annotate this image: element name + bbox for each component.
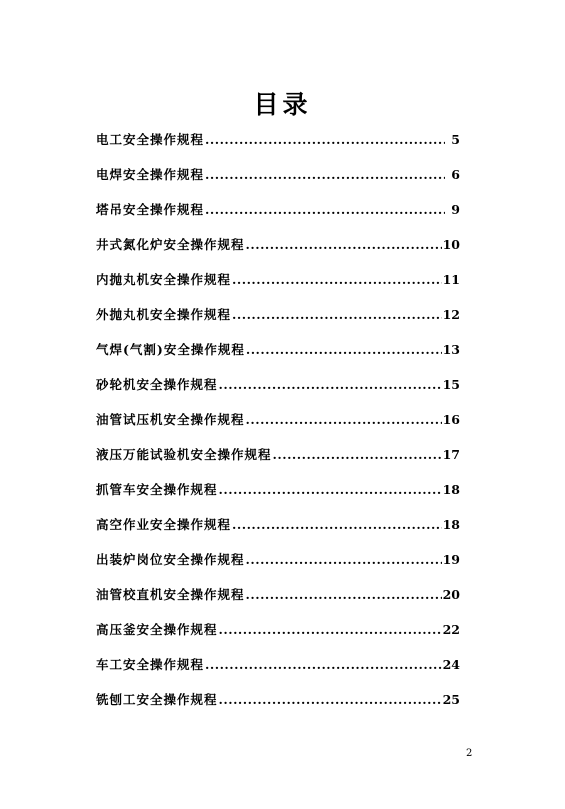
- toc-entry[interactable]: [96, 164, 460, 199]
- toc-dot-leader: [219, 619, 442, 641]
- toc-dot-leader: [232, 514, 442, 536]
- toc-entry-label: 车工安全操作规程: [96, 657, 205, 672]
- toc-entry[interactable]: [96, 129, 460, 164]
- toc-dot-leader: [205, 129, 445, 151]
- toc-entry[interactable]: [96, 199, 460, 234]
- toc-entry-label: 砂轮机安全操作规程: [96, 377, 218, 392]
- toc-entry-label: 高压釜安全操作规程: [96, 622, 218, 637]
- toc-entry-page-number: 9: [451, 202, 460, 217]
- toc-entry[interactable]: [96, 374, 460, 409]
- toc-entry[interactable]: [96, 339, 460, 374]
- toc-entry-page-number: 18: [442, 517, 460, 532]
- toc-entry-page-number: 5: [451, 132, 460, 147]
- toc-dot-leader: [246, 234, 442, 256]
- toc-entry[interactable]: [96, 409, 460, 444]
- toc-dot-leader: [246, 409, 442, 431]
- toc-entry[interactable]: [96, 514, 460, 549]
- toc-entry-page-number: 16: [442, 412, 460, 427]
- toc-entry[interactable]: [96, 444, 460, 479]
- toc-entry-label: 内抛丸机安全操作规程: [96, 272, 232, 287]
- toc-dot-leader: [205, 654, 442, 676]
- toc-entry-label: 抓管车安全操作规程: [96, 482, 218, 497]
- toc-entry-page-number: 22: [442, 622, 460, 637]
- toc-entry-page-number: 25: [442, 692, 460, 707]
- toc-entry-label: 电工安全操作规程: [96, 132, 205, 147]
- toc-dot-leader: [232, 269, 442, 291]
- toc-entry[interactable]: [96, 479, 460, 514]
- toc-entry[interactable]: [96, 654, 460, 689]
- toc-entry-page-number: 6: [451, 167, 460, 182]
- toc-entry-label: 出装炉岗位安全操作规程: [96, 552, 245, 567]
- toc-entry-label: 电焊安全操作规程: [96, 167, 205, 182]
- toc-entry-page-number: 15: [442, 377, 460, 392]
- toc-dot-leader: [219, 374, 442, 396]
- toc-entry-page-number: 20: [442, 587, 460, 602]
- toc-entry-page-number: 19: [442, 552, 460, 567]
- toc-entry-label: 高空作业安全操作规程: [96, 517, 232, 532]
- toc-entry-label: 液压万能试验机安全操作规程: [96, 447, 272, 462]
- toc-entry[interactable]: [96, 584, 460, 619]
- toc-dot-leader: [205, 164, 445, 186]
- toc-entry[interactable]: [96, 269, 460, 304]
- toc-entry-label: 外抛丸机安全操作规程: [96, 307, 232, 322]
- toc-entry-page-number: 10: [442, 237, 460, 252]
- toc-entry-label: 油管校直机安全操作规程: [96, 587, 245, 602]
- toc-dot-leader: [219, 479, 442, 501]
- toc-entry[interactable]: [96, 234, 460, 269]
- toc-dot-leader: [246, 549, 442, 571]
- toc-entry-label: 气焊(气割)安全操作规程: [96, 342, 245, 357]
- toc-list: [96, 129, 460, 724]
- toc-entry-label: 铣刨工安全操作规程: [96, 692, 218, 707]
- toc-dot-leader: [205, 199, 445, 221]
- toc-entry[interactable]: [96, 619, 460, 654]
- toc-title: 目录: [253, 90, 312, 119]
- toc-entry-page-number: 11: [442, 272, 460, 287]
- toc-dot-leader: [246, 584, 442, 606]
- toc-entry-page-number: 17: [442, 447, 460, 462]
- toc-dot-leader: [219, 689, 442, 711]
- toc-entry-page-number: 18: [442, 482, 460, 497]
- toc-entry[interactable]: [96, 304, 460, 339]
- toc-entry-label: 塔吊安全操作规程: [96, 202, 205, 217]
- toc-entry-page-number: 24: [442, 657, 460, 672]
- toc-entry-page-number: 12: [442, 307, 460, 322]
- toc-entry-label: 井式氮化炉安全操作规程: [96, 237, 245, 252]
- toc-dot-leader: [232, 304, 442, 326]
- toc-entry-label: 油管试压机安全操作规程: [96, 412, 245, 427]
- toc-dot-leader: [273, 444, 442, 466]
- toc-entry-page-number: 13: [442, 342, 460, 357]
- toc-dot-leader: [246, 339, 442, 361]
- toc-entry[interactable]: [96, 549, 460, 584]
- toc-entry[interactable]: [96, 689, 460, 724]
- page-number: 2: [466, 748, 473, 759]
